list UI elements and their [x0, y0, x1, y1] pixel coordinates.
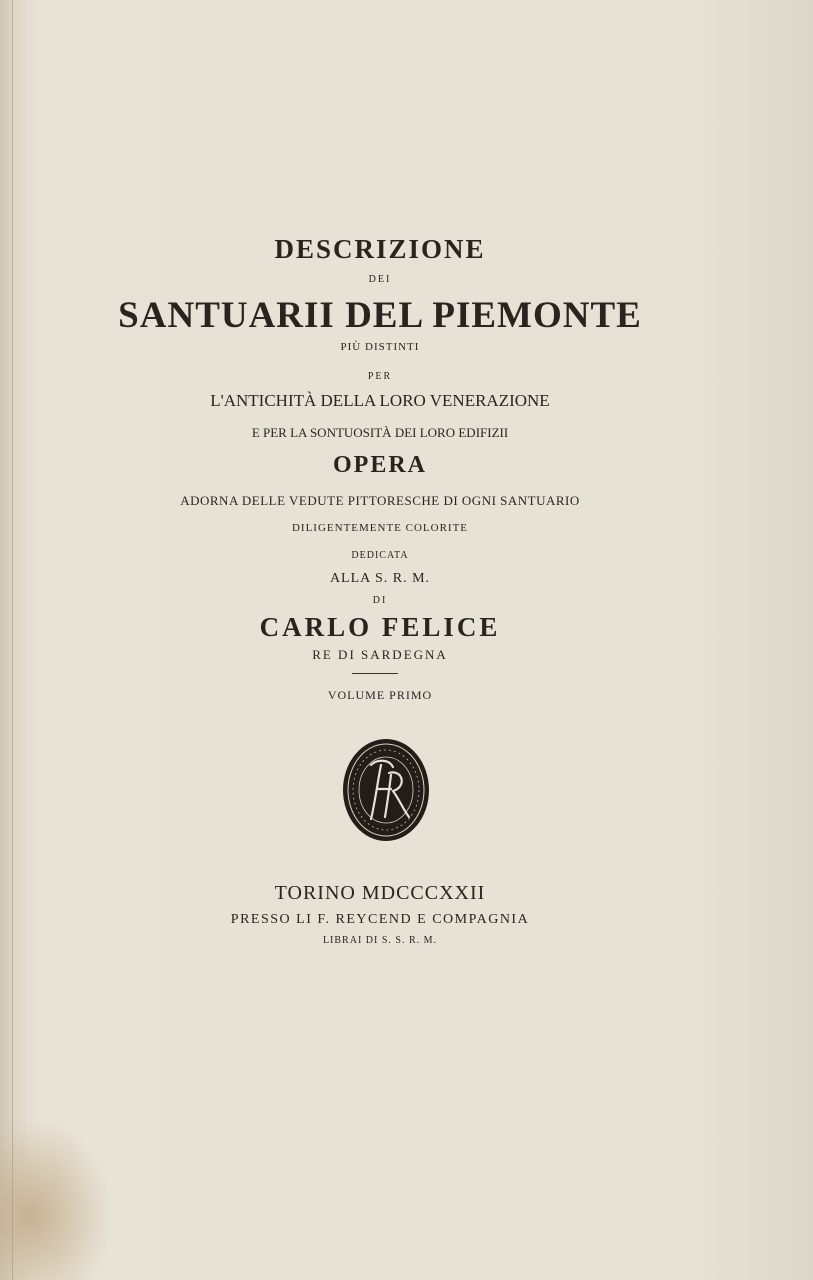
dedication-di: DI — [372, 595, 388, 606]
imprint-role: LIBRAI DI S. S. R. M. — [322, 935, 438, 946]
divider-rule — [352, 673, 398, 674]
title-opera: OPERA — [333, 452, 427, 478]
description-vedute: ADORNA DELLE VEDUTE PITTORESCHE DI OGNI SANTUARIO — [180, 493, 580, 508]
subtitle-antichita: L'ANTICHITÀ DELLA LORO VENERAZIONE — [210, 391, 550, 410]
dedication-recipient: ALLA S. R. M. — [329, 571, 431, 586]
imprint-publisher: PRESSO LI F. REYCEND E COMPAGNIA — [230, 912, 530, 927]
monogram-seal-icon — [341, 737, 431, 843]
imprint-place-year: TORINO MDCCCXXII — [274, 882, 486, 904]
description-colorite: DILIGENTEMENTE COLORITE — [291, 522, 469, 534]
subtitle-per: PER — [367, 371, 393, 382]
subtitle-sontuosita: E PER LA SONTUOSITÀ DEI LORO EDIFIZII — [251, 425, 509, 440]
title-descrizione: DESCRIZIONE — [274, 234, 486, 264]
paper-stain — [0, 1120, 110, 1280]
volume-label: VOLUME PRIMO — [327, 688, 433, 702]
king-title: RE DI SARDEGNA — [312, 647, 448, 662]
dedication-label: DEDICATA — [351, 550, 409, 561]
king-name: CARLO FELICE — [259, 612, 501, 642]
title-dei: DEI — [368, 274, 392, 285]
main-title: SANTUARII DEL PIEMONTE — [118, 295, 642, 336]
subtitle-piu-distinti: PIÙ DISTINTI — [340, 341, 420, 353]
